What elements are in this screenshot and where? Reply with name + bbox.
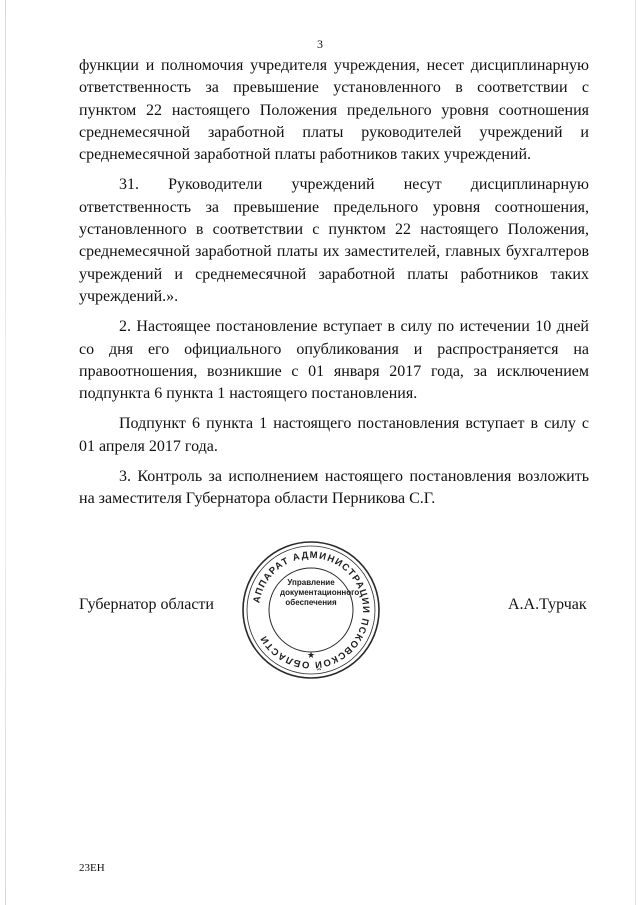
paragraph-31 — [79, 174, 589, 308]
paragraph-3 — [79, 466, 589, 511]
text-line: 31. Руководители учреждений несут дисциплинарную — [119, 176, 589, 194]
text-line: правоотношения, возникшие с 01 января 2017 года, за исключением — [79, 362, 589, 380]
text-line: учреждений и среднемесячной заработной платы работников таких — [79, 265, 589, 283]
paragraph-subpoint-6 — [79, 413, 589, 458]
scan-edge-right — [635, 0, 636, 905]
official-seal — [241, 540, 381, 680]
page-number: 3 — [317, 37, 323, 51]
seal-center-line: документационного — [280, 588, 360, 597]
seal-center-text — [280, 578, 360, 608]
text-line: функции и полномочия учредителя учреждения, несет дисциплинарную — [79, 57, 589, 74]
signature-title: Губернатор области — [79, 596, 214, 613]
scan-edge-left — [5, 0, 6, 905]
signature-name: А.А.Турчак — [508, 596, 587, 613]
seal-center-line: обеспечения — [285, 598, 337, 607]
text-line: среднемесячной заработной платы работников таких учреждений. — [79, 146, 532, 164]
seal-graphic — [241, 540, 381, 680]
text-line: подпункта 6 пункта 1 настоящего постановления. — [79, 385, 418, 403]
text-line: ответственность за превышение предельного уровня соотношения, — [79, 198, 589, 216]
text-line: 3. Контроль за исполнением настоящего постановления возложить — [119, 468, 589, 486]
footer-code: 23ЕН — [79, 862, 105, 874]
paragraph-2 — [79, 316, 589, 405]
text-line: ответственность за превышение установленного в соответствии с — [79, 79, 589, 97]
text-line: 01 апреля 2017 года. — [79, 437, 218, 455]
text-line: учреждений.». — [79, 287, 179, 305]
seal-star-icon: ★ — [306, 651, 316, 661]
text-line: пунктом 22 настоящего Положения предельного уровня соотношения — [79, 101, 589, 119]
text-line: 2. Настоящее постановление вступает в силу по истечении 10 дней — [119, 318, 589, 336]
seal-center-line: Управление — [287, 578, 335, 587]
document-body — [79, 55, 589, 511]
text-line: на заместителя Губернатора области Перникова С.Г. — [79, 490, 436, 508]
text-line: со дня его официального опубликования и распространяется на — [79, 340, 589, 358]
text-line: среднемесячной заработной платы руководителей учреждений и — [79, 123, 589, 141]
text-line: установленного в соответствии с пунктом 22 настоящего Положения, — [79, 221, 589, 239]
text-line: среднемесячной заработной платы их заместителей, главных бухгалтеров — [79, 243, 589, 261]
paragraph-continuation — [79, 55, 589, 166]
seal-ring-textpath: АППАРАТ АДМИНИСТРАЦИИ ПСКОВСКОЙ ОБЛАСТИ — [251, 549, 372, 671]
text-line: Подпункт 6 пункта 1 настоящего постановления вступает в силу с — [119, 415, 589, 433]
